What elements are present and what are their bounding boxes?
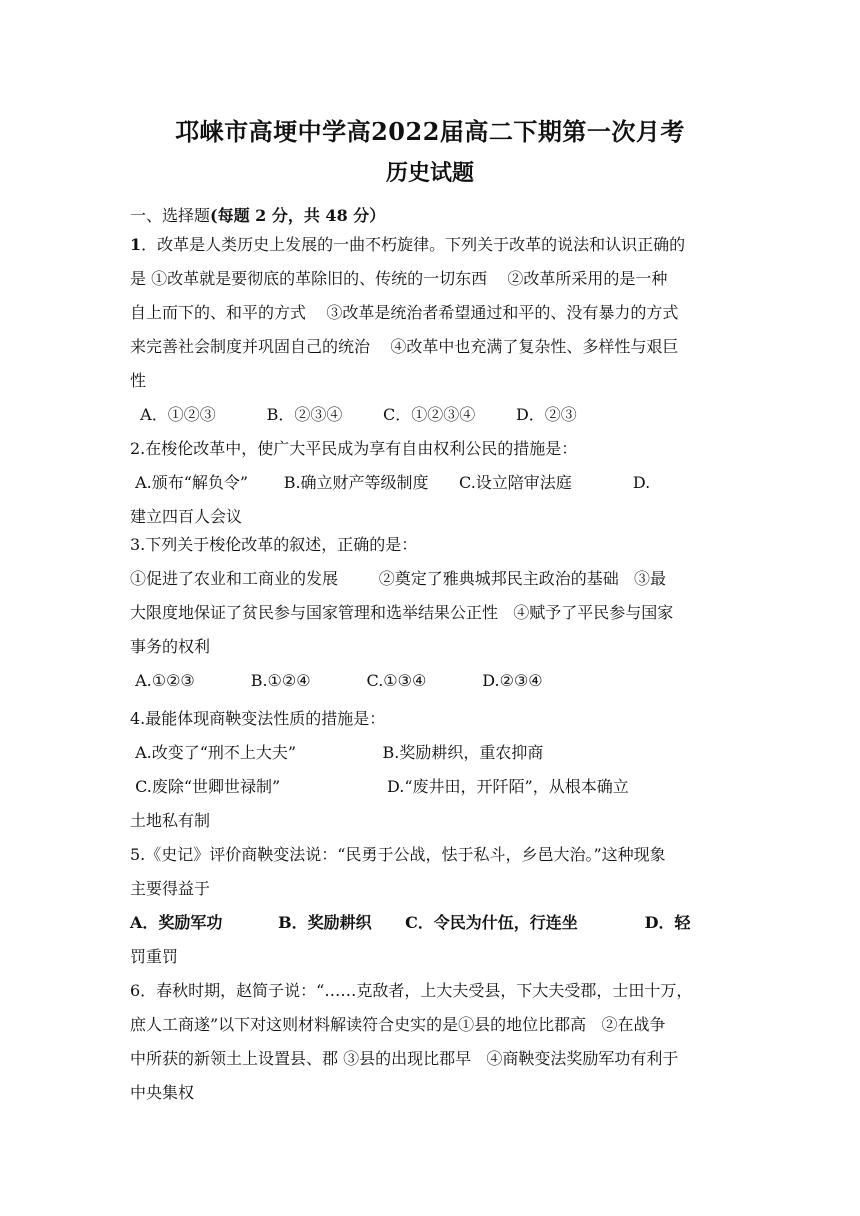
question-6-stem: 6．春秋时期，赵简子说：“……克敌者，上大夫受县，下大夫受郡，士田十万，: [130, 981, 693, 1000]
question-1-line: 是 ①改革就是要彻底的革除旧的、传统的一切东西 ②改革所采用的是一种: [130, 269, 668, 288]
question-3-line: ①促进了农业和工商业的发展 ②奠定了雅典城邦民主政治的基础 ③最: [130, 569, 666, 588]
exam-title: 邛崃市高埂中学高2022届高二下期第一次月考: [175, 117, 685, 146]
question-4-options: C.废除“世卿世禄制” D.“废井田，开阡陌”，从根本确立: [130, 777, 629, 796]
question-4-options: 土地私有制: [130, 811, 211, 830]
question-5-options: 罚重罚: [130, 947, 179, 966]
question-number: 1: [130, 235, 142, 254]
question-5-options: A．奖励军功 B．奖励耕织 C．令民为什伍，行连坐 D．轻: [130, 913, 691, 932]
question-1-line: 来完善社会制度并巩固自己的统治 ④改革中也充满了复杂性、多样性与艰巨: [130, 337, 679, 356]
question-4-options: A.改变了“刑不上大夫” B.奖励耕织，重农抑商: [130, 743, 544, 762]
question-3-line: 事务的权利: [130, 637, 211, 656]
question-1-line: 1．改革是人类历史上发展的一曲不朽旋律。下列关于改革的说法和认识正确的: [130, 235, 686, 254]
question-1-line: 性: [130, 371, 147, 390]
question-5-stem: 主要得益于: [130, 879, 211, 898]
section-label: 一、选择题: [130, 206, 211, 225]
section-heading: [130, 203, 385, 226]
question-2-stem: 2.在梭伦改革中，使广大平民成为享有自由权利公民的措施是：: [130, 439, 578, 458]
question-2-options: A.颁布“解负令” B.确立财产等级制度 C.设立陪审法庭 D.: [130, 473, 651, 492]
question-6-line: 庶人工商遂”以下对这则材料解读符合史实的是①县的地位比郡高 ②在战争: [130, 1015, 666, 1034]
question-3-line: 大限度地保证了贫民参与国家管理和选举结果公正性 ④赋予了平民参与国家: [130, 603, 674, 622]
question-3-stem: 3.下列关于梭伦改革的叙述，正确的是：: [130, 535, 418, 554]
question-1-line: 自上而下的、和平的方式 ③改革是统治者希望通过和平的、没有暴力的方式: [130, 303, 679, 322]
section-rule: (每题 2 分，共 48 分）: [210, 206, 386, 225]
question-3-options: A.①②③ B.①②④ C.①③④ D.②③④: [130, 671, 543, 690]
question-1-options: A．①②③ B．②③④ C．①②③④ D．②③: [130, 405, 577, 424]
question-5-stem: 5.《史记》评价商鞅变法说：“民勇于公战，怯于私斗，乡邑大治。”这种现象: [130, 845, 666, 864]
question-6-line: 中所获的新领土上设置县、郡 ③县的出现比郡早 ④商鞅变法奖励军功有利于: [130, 1049, 679, 1068]
exam-subtitle: 历史试题: [385, 160, 474, 186]
question-6-line: 中央集权: [130, 1083, 195, 1102]
question-4-stem: 4.最能体现商鞅变法性质的措施是：: [130, 709, 386, 728]
question-2-options: 建立四百人会议: [130, 507, 243, 526]
